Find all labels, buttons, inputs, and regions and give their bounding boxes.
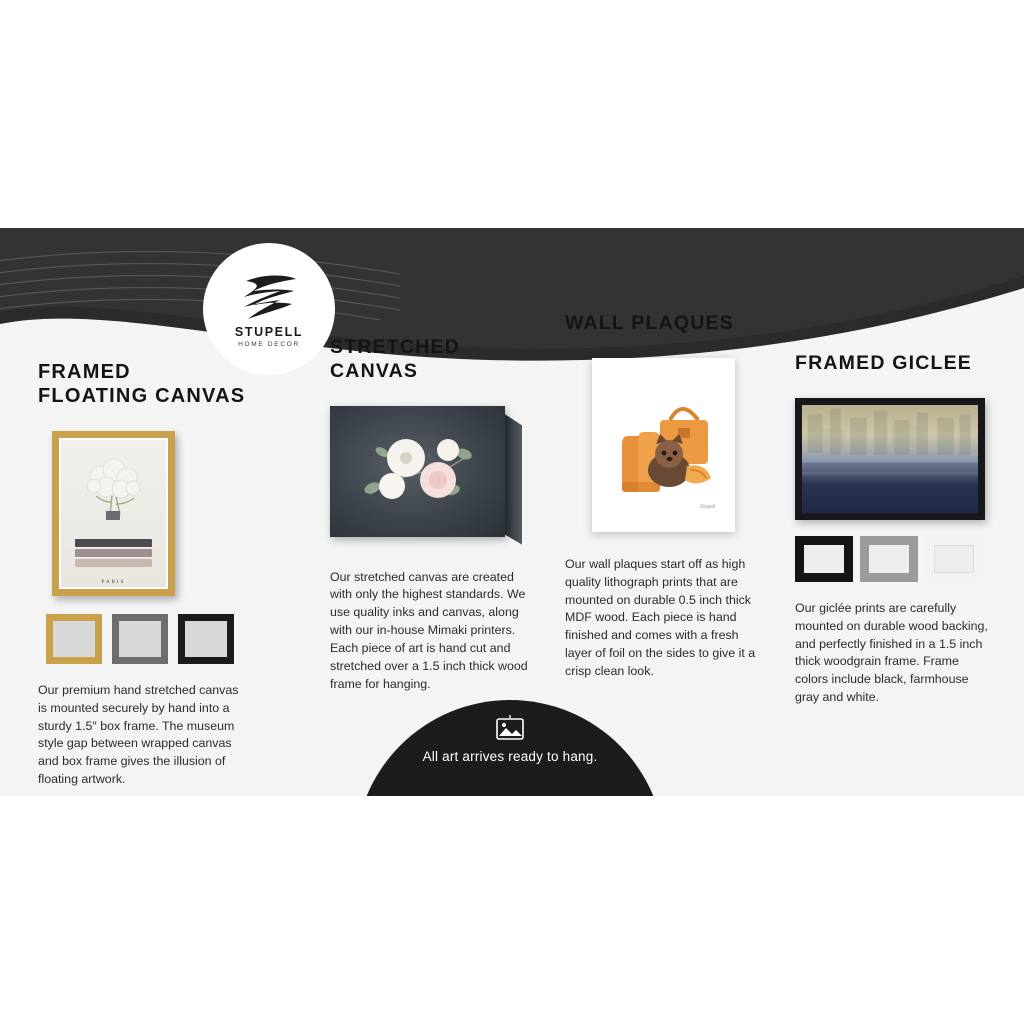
column-description: Our stretched canvas are created with only the highest standards. We use quality inks and canvas, along with our in-house Mimaki printers. Each piece of art is hand cut and stretched over a 1.5 inch thick wood frame for hanging. xyxy=(330,569,528,691)
column-stretched-canvas xyxy=(330,336,535,694)
column-title-line1: FRAMED GICLEE xyxy=(795,352,973,374)
column-title xyxy=(795,352,995,376)
column-title-line2: CANVAS xyxy=(330,359,419,382)
column-description: Our wall plaques start off as high quality lithograph prints that are mounted on durable 0.5 inch thick MDF wood. Each piece is hand finished and comes with a fresh layer of foil on the sides to give it a crisp clean look. xyxy=(565,556,756,678)
ready-to-hang-text: All art arrives ready to hang. xyxy=(422,749,598,764)
column-framed-giclee xyxy=(795,352,995,707)
swatch-black[interactable] xyxy=(795,536,853,582)
giclee-frame-swatches xyxy=(795,536,995,582)
column-description: Our premium hand stretched canvas is mounted securely by hand into a sturdy 1.5″ box frame. The museum style gap between wrapped canvas and box frame gives the illusion of floating artwork. xyxy=(38,682,239,787)
canvas-side-edge xyxy=(504,414,522,545)
column-wall-plaques xyxy=(565,312,765,681)
giclee-artwork-image xyxy=(795,398,985,520)
column-description: Our giclée prints are carefully mounted on durable wood backing, and perfectly finished in a 1.5 inch thick woodgrain frame. Frame colors include black, farmhouse gray and white. xyxy=(795,600,988,705)
svg-text:Stupell: Stupell xyxy=(700,503,716,510)
abstract-landscape-texture xyxy=(802,405,978,518)
artwork-caption: PARIS xyxy=(101,579,126,585)
stretched-canvas-artwork-image xyxy=(330,406,522,545)
column-title-line1: WALL PLAQUES xyxy=(565,312,734,334)
wall-plaque-artwork-image xyxy=(592,358,735,532)
dog-with-handbag-icon xyxy=(592,358,735,532)
brand-name: STUPELL xyxy=(234,324,304,339)
column-title-line1: FRAMED xyxy=(38,361,131,383)
swatch-gray[interactable] xyxy=(112,614,168,664)
infographic-panel xyxy=(0,228,1024,796)
floating-canvas-inner-print xyxy=(61,440,166,587)
brand-logo-badge xyxy=(203,243,335,375)
column-title xyxy=(565,312,765,336)
ready-to-hang-banner xyxy=(355,700,665,796)
swatch-white[interactable] xyxy=(925,536,983,582)
brand-tagline: HOME DECOR xyxy=(238,340,300,348)
swatch-black[interactable] xyxy=(178,614,234,664)
frame-color-swatches xyxy=(46,614,273,664)
column-framed-floating-canvas xyxy=(38,360,273,789)
hydrangea-bouquet-icon xyxy=(76,456,152,522)
stupell-swoosh-icon xyxy=(236,271,302,323)
framed-picture-icon xyxy=(493,714,527,742)
floral-artwork-icon xyxy=(352,424,488,520)
book-stack xyxy=(75,539,152,573)
column-title-line2: FLOATING CANVAS xyxy=(38,385,246,408)
swatch-gold[interactable] xyxy=(46,614,102,664)
column-title xyxy=(330,336,535,384)
column-title-line1: STRETCHED xyxy=(330,336,460,358)
swatch-farmhouse-gray[interactable] xyxy=(860,536,918,582)
floating-canvas-artwork-image xyxy=(52,431,175,596)
